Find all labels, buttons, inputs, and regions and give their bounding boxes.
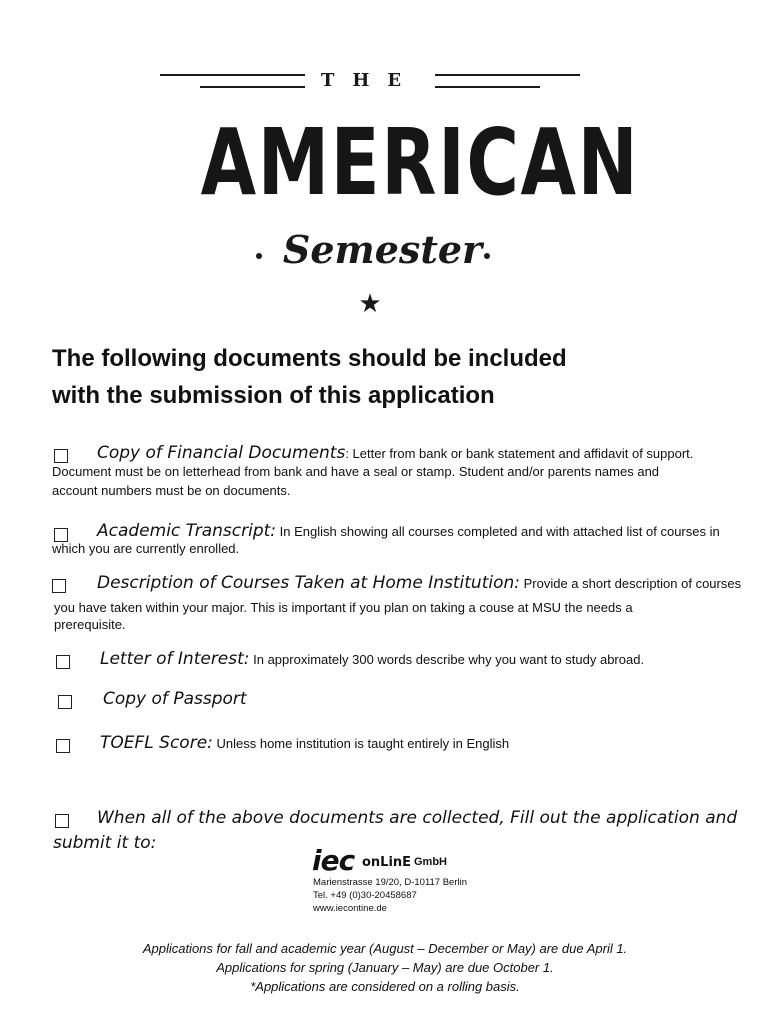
logo-american: AMERICAN (200, 109, 640, 216)
footer-line-2: Applications for spring (January – May) are due October 1. (216, 960, 554, 975)
iec-gmbh: GmbH (414, 856, 447, 868)
submit-text-1: When all of the above documents are collected, Fill out the application and (97, 808, 738, 828)
interest-title: Letter of Interest: (100, 649, 250, 669)
financial-title: Copy of Financial Documents (97, 443, 346, 463)
logo-rule-left-bottom (200, 86, 305, 88)
checkbox-financial[interactable] (54, 449, 68, 463)
logo-semester: Semester (282, 227, 483, 272)
passport-first-line (103, 689, 247, 709)
iec-phone: Tel. +49 (0)30-20458687 (313, 890, 417, 901)
logo-dot-left (256, 253, 262, 259)
heading-line-1: The following documents should be included (52, 345, 567, 372)
toefl-first-line (100, 733, 509, 753)
interest-text-1: In approximately 300 words describe why you want to study abroad. (249, 652, 645, 667)
financial-text-3: account numbers must be on documents. (52, 483, 291, 498)
heading-line-2: with the submission of this application (52, 382, 495, 409)
checkbox-passport[interactable] (58, 695, 72, 709)
toefl-text-1: Unless home institution is taught entirely in English (212, 736, 510, 751)
checkbox-submit[interactable] (55, 814, 69, 828)
passport-title: Copy of Passport (103, 689, 247, 709)
submit-text-2: submit it to: (53, 833, 157, 853)
iec-logo: iec (312, 844, 355, 877)
logo-dot-right (484, 253, 490, 259)
transcript-first-line (97, 521, 720, 541)
star-icon: ★ (358, 288, 382, 318)
courses-text-2: you have taken within your major. This is important if you plan on taking a couse at MSU the needs a (54, 600, 633, 615)
logo-the: THE (320, 70, 420, 91)
courses-text-1: Provide a short description of courses (519, 576, 742, 591)
courses-title: Description of Courses Taken at Home Institution: (97, 573, 520, 593)
transcript-text-2: which you are currently enrolled. (52, 541, 240, 556)
financial-text-2: Document must be on letterhead from bank and have a seal or stamp. Student and/or parents names and (52, 464, 660, 479)
transcript-title: Academic Transcript: (97, 521, 277, 541)
logo-rule-right-bottom (435, 86, 540, 88)
iec-website: www.iecontine.de (313, 903, 387, 914)
financial-text-1: : Letter from bank or bank statement and affidavit of support. (345, 446, 694, 461)
courses-first-line (97, 573, 741, 593)
page-heading (52, 340, 732, 414)
checkbox-toefl[interactable] (56, 739, 70, 753)
logo-rule-right-top (435, 74, 580, 76)
checkbox-courses[interactable] (52, 579, 66, 593)
footer-line-1: Applications for fall and academic year (August – December or May) are due April 1. (142, 941, 628, 956)
interest-first-line (100, 649, 644, 669)
toefl-title: TOEFL Score: (100, 733, 213, 753)
footer-line-3: *Applications are considered on a rolling basis. (250, 979, 520, 994)
iec-online-wordmark: onLinE (362, 855, 412, 870)
iec-address: Marienstrasse 19/20, D-10117 Berlin (313, 877, 468, 888)
checkbox-interest[interactable] (56, 655, 70, 669)
logo-rule-left-top (160, 74, 305, 76)
transcript-text-1: In English showing all courses completed and with attached list of courses in (276, 524, 720, 539)
courses-text-3: prerequisite. (54, 617, 126, 632)
financial-first-line (97, 443, 693, 463)
